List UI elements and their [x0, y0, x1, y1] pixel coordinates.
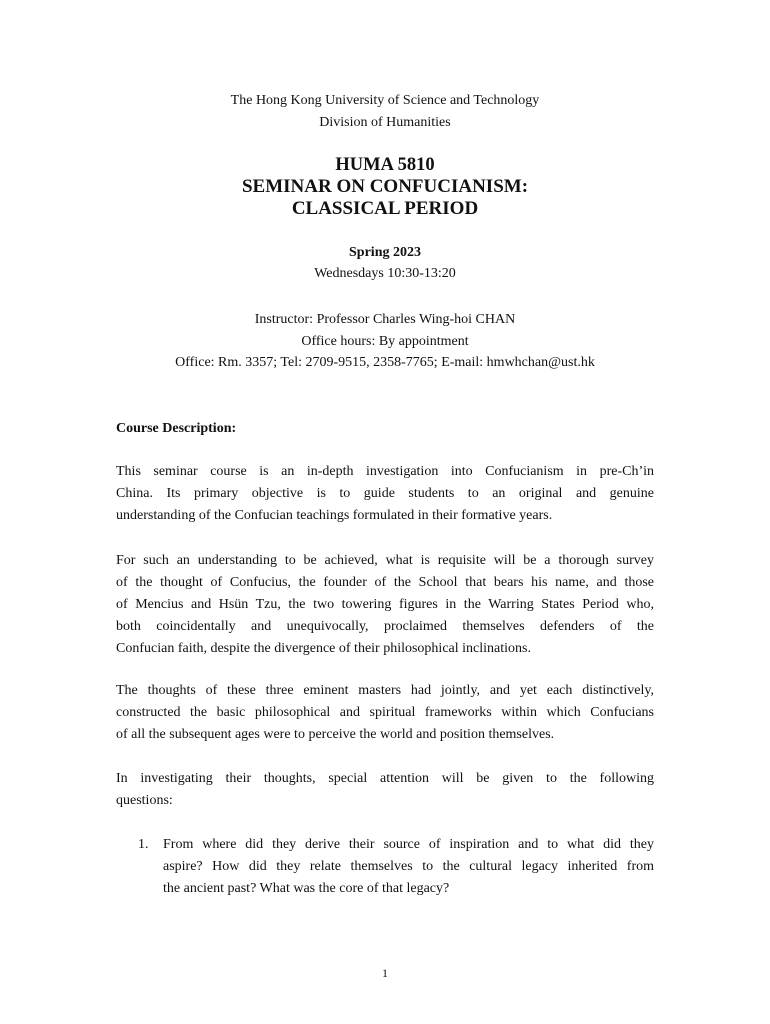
- paragraph-line: understanding of the Confucian teachings formulated in their formative years.: [116, 508, 553, 523]
- paragraph-3: [116, 680, 654, 746]
- contact-info: Office: Rm. 3357; Tel: 2709-9515, 2358-7765; E-mail: hmwhchan@ust.hk: [175, 355, 595, 370]
- instructor-name: Instructor: Professor Charles Wing-hoi CHAN: [254, 312, 516, 327]
- course-title-line-2: CLASSICAL PERIOD: [291, 198, 479, 219]
- list-item-number: 1.: [138, 837, 149, 852]
- paragraph-line: of Mencius and Hsün Tzu, the two towering figures in the Warring States Period who,: [116, 597, 654, 612]
- list-item-text: [163, 834, 654, 900]
- paragraph-line: of all the subsequent ages were to perceive the world and position themselves.: [116, 727, 555, 742]
- paragraph-line: This seminar course is an in-depth investigation into Confucianism in pre-Ch’in: [116, 464, 654, 479]
- paragraph-2: [116, 550, 654, 660]
- paragraph-line: The thoughts of these three eminent masters had jointly, and yet each distinctively,: [116, 683, 654, 698]
- office-hours: Office hours: By appointment: [301, 334, 469, 349]
- division-name: Division of Humanities: [319, 115, 451, 130]
- list-item-line: aspire? How did they relate themselves to the cultural legacy inherited from: [163, 859, 654, 874]
- paragraph-line: both coincidentally and unequivocally, proclaimed themselves defenders of the: [116, 619, 654, 634]
- paragraph-4: [116, 768, 654, 812]
- list-item-line: From where did they derive their source of inspiration and to what did they: [163, 837, 654, 852]
- page-number: 1: [382, 966, 388, 980]
- paragraph-line: In investigating their thoughts, special attention will be given to the following: [116, 771, 654, 786]
- term: Spring 2023: [349, 245, 421, 260]
- list-item-line: the ancient past? What was the core of that legacy?: [163, 881, 450, 896]
- paragraph-line: For such an understanding to be achieved, what is requisite will be a thorough survey: [116, 553, 654, 568]
- paragraph-line: China. Its primary objective is to guide students to an original and genuine: [116, 486, 654, 501]
- paragraph-line: Confucian faith, despite the divergence of their philosophical inclinations.: [116, 641, 531, 656]
- paragraph-line: of the thought of Confucius, the founder of the School that bears his name, and those: [116, 575, 654, 590]
- paragraph-1: [116, 461, 654, 527]
- section-heading: Course Description:: [116, 421, 237, 436]
- course-title-line-1: SEMINAR ON CONFUCIANISM:: [241, 176, 529, 197]
- paragraph-line: questions:: [116, 793, 173, 808]
- university-name: The Hong Kong University of Science and Technology: [230, 93, 540, 108]
- class-time: Wednesdays 10:30-13:20: [314, 266, 456, 281]
- paragraph-line: constructed the basic philosophical and spiritual frameworks within which Confucians: [116, 705, 654, 720]
- course-code: HUMA 5810: [335, 155, 435, 175]
